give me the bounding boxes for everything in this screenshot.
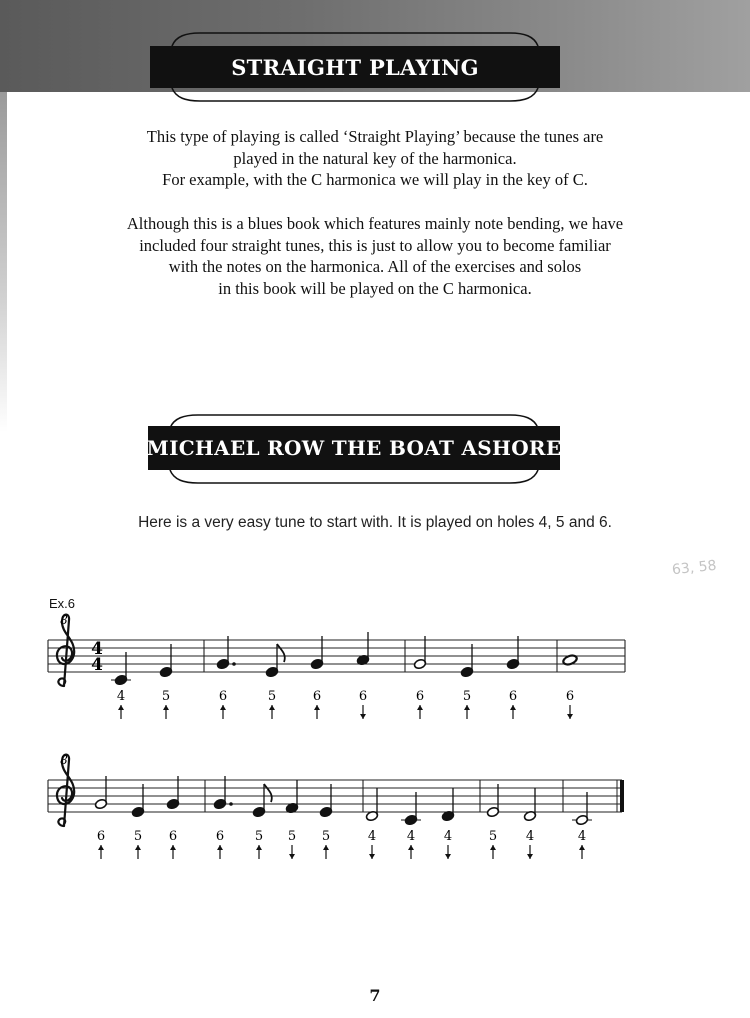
note (213, 776, 232, 810)
text-line: played in the natural key of the harmonica. (233, 148, 517, 168)
augmentation-dot (229, 802, 233, 806)
note (94, 776, 107, 810)
octave-mark: 8 (60, 613, 68, 627)
text-line: included four straight tunes, this is just to allow you to become familiar (139, 235, 611, 255)
hole-number: 5 (321, 829, 331, 844)
time-signature-bottom: 4 (91, 655, 103, 675)
blow-arrow-icon (118, 705, 124, 719)
draw-arrow-icon (289, 845, 295, 859)
draw-arrow-icon (369, 845, 375, 859)
note-flag (264, 784, 272, 802)
draw-arrow-icon (445, 845, 451, 859)
music-staff-system-1 (0, 610, 750, 720)
note (111, 652, 131, 686)
page-number: 7 (369, 986, 381, 1005)
section-banner-straight-playing (150, 30, 560, 104)
blow-arrow-icon (170, 845, 176, 859)
note (572, 792, 592, 826)
text-line: Although this is a blues book which features mainly note bending, we have (126, 214, 624, 233)
hole-number: 4 (577, 829, 587, 844)
blow-arrow-icon (135, 845, 141, 859)
blow-arrow-icon (417, 705, 423, 719)
hole-number: 5 (267, 689, 277, 704)
note (523, 788, 536, 822)
blow-arrow-icon (510, 705, 516, 719)
paragraph-intro (40, 126, 710, 191)
hole-number: 6 (96, 829, 106, 844)
hole-number: 5 (133, 829, 143, 844)
hole-number: 4 (525, 829, 535, 844)
music-staff-system-2 (0, 750, 750, 860)
hole-number: 5 (287, 829, 297, 844)
hole-number: 4 (406, 829, 416, 844)
note (413, 636, 426, 670)
blow-arrow-icon (490, 845, 496, 859)
hole-number: 6 (415, 689, 425, 704)
note (166, 776, 179, 810)
note (365, 788, 378, 822)
blow-arrow-icon (217, 845, 223, 859)
note (319, 784, 332, 818)
octave-mark: 8 (60, 753, 68, 767)
exercise-label: Ex.6 (49, 596, 76, 611)
blow-arrow-icon (163, 705, 169, 719)
blow-arrow-icon (98, 845, 104, 859)
note (310, 636, 323, 670)
blow-arrow-icon (579, 845, 585, 859)
text-line: in this book will be played on the C harmonica. (218, 278, 532, 298)
section-title: STRAIGHT PLAYING (150, 46, 560, 88)
hole-number: 5 (462, 689, 472, 704)
tune-intro-text: Here is a very easy tune to start with. It is played on holes 4, 5 and 6. (138, 514, 612, 531)
hole-number: 6 (218, 689, 228, 704)
note-flag (277, 644, 285, 662)
blow-arrow-icon (464, 705, 470, 719)
note (265, 644, 284, 678)
draw-arrow-icon (567, 705, 573, 719)
note (506, 636, 519, 670)
note (252, 784, 271, 818)
section-title: MICHAEL ROW THE BOAT ASHORE (148, 426, 560, 470)
hole-number: 6 (168, 829, 178, 844)
paragraph-explanation (40, 213, 710, 299)
section-banner-michael-row (148, 412, 560, 486)
hole-number: 4 (443, 829, 453, 844)
hole-number: 6 (508, 689, 518, 704)
hole-number: 6 (215, 829, 225, 844)
blow-arrow-icon (323, 845, 329, 859)
hole-number: 5 (161, 689, 171, 704)
note (486, 784, 499, 818)
note (216, 636, 235, 670)
note (401, 792, 421, 826)
text-line: This type of playing is called ‘Straight Playing’ because the tunes are (146, 127, 604, 146)
blow-arrow-icon (408, 845, 414, 859)
note (460, 644, 473, 678)
blow-arrow-icon (269, 705, 275, 719)
augmentation-dot (232, 662, 236, 666)
text-line: with the notes on the harmonica. All of the exercises and solos (168, 257, 582, 276)
hole-number: 5 (488, 829, 498, 844)
hole-number: 6 (312, 689, 322, 704)
blow-arrow-icon (220, 705, 226, 719)
text-line: For example, with the C harmonica we will play in the key of C. (162, 170, 588, 189)
hole-number: 4 (367, 829, 377, 844)
hole-number: 5 (254, 829, 264, 844)
draw-arrow-icon (360, 705, 366, 719)
page-edge-shadow (0, 92, 7, 432)
draw-arrow-icon (527, 845, 533, 859)
note (159, 644, 172, 678)
note (285, 780, 298, 814)
blow-arrow-icon (256, 845, 262, 859)
hole-number: 6 (358, 689, 368, 704)
final-barline-thick (620, 780, 624, 812)
note (131, 784, 144, 818)
time-signature-top: 4 (91, 639, 103, 659)
note (356, 632, 369, 666)
hole-number: 4 (116, 689, 126, 704)
blow-arrow-icon (314, 705, 320, 719)
hole-number: 6 (565, 689, 575, 704)
pencil-annotation: 63, 58 (671, 557, 718, 579)
note (441, 788, 454, 822)
